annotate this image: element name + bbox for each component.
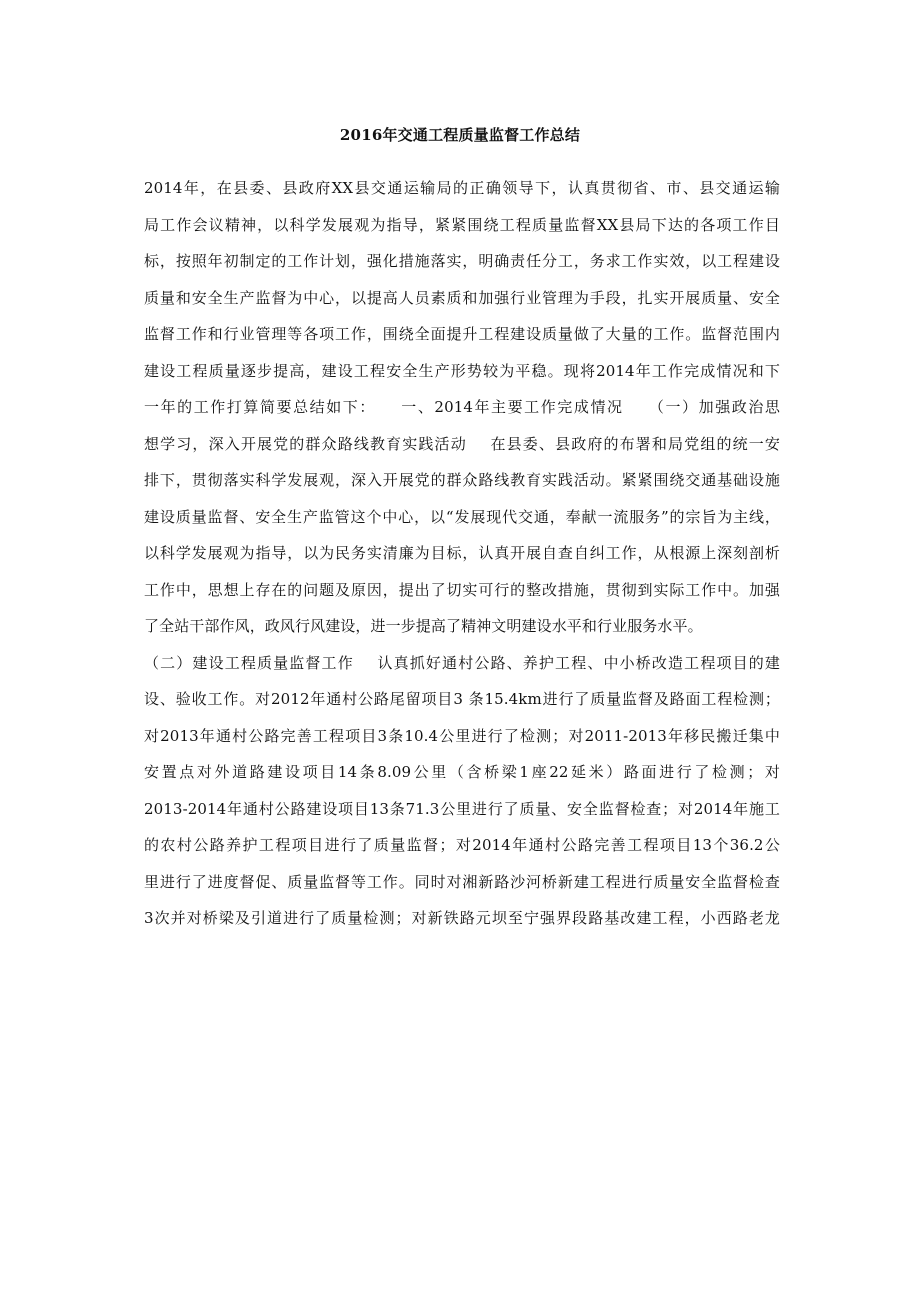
document-title: 2016年交通工程质量监督工作总结 <box>339 126 581 144</box>
body-line: 对2013年通村公路完善工程项目3条10.4公里进行了检测；对2011-2013年移民搬迁集中 <box>144 726 780 745</box>
body-line: 3次并对桥梁及引道进行了质量检测；对新铁路元坝至宁强界段路基改建工程，小西路老龙 <box>144 909 780 927</box>
body-line: 2013-2014年通村公路建设项目13条71.3公里进行了质量、安全监督检查；对2014年施工 <box>144 799 780 818</box>
body-line: 工作中，思想上存在的问题及原因，提出了切实可行的整改措施，贯彻到实际工作中。加强 <box>144 580 780 599</box>
body-line: 里进行了进度督促、质量监督等工作。同时对湘新路沙河桥新建工程进行质量安全监督检查 <box>144 872 780 891</box>
body-line: 一年的工作打算简要总结如下： 一、2014年主要工作完成情况 （一）加强政治思 <box>144 398 780 416</box>
body-line: 建设工程质量逐步提高，建设工程安全生产形势较为平稳。现将2014年工作完成情况和下 <box>144 361 780 380</box>
body-line: 了全站干部作风，政风行风建设，进一步提高了精神文明建设水平和行业服务水平。 <box>144 617 703 635</box>
body-line: 建设质量监督、安全生产监管这个中心，以“发展现代交通，奉献一流服务”的宗旨为主线， <box>144 507 780 526</box>
body-line: 监督工作和行业管理等各项工作，围绕全面提升工程建设质量做了大量的工作。监督范围内 <box>144 325 780 343</box>
body-line: 想学习，深入开展党的群众路线教育实践活动 在县委、县政府的布署和局党组的统一安 <box>144 434 780 453</box>
body-line: 2014年，在县委、县政府XX县交通运输局的正确领导下，认真贯彻省、市、县交通运输 <box>144 179 780 197</box>
body-line: 设、验收工作。对2012年通村公路尾留项目3 条15.4km进行了质量监督及路面工程检测； <box>144 690 780 708</box>
body-line: （二）建设工程质量监督工作 认真抓好通村公路、养护工程、中小桥改造工程项目的建 <box>144 653 780 672</box>
document-body <box>144 170 780 937</box>
body-line: 质量和安全生产监督为中心，以提高人员素质和加强行业管理为手段，扎实开展质量、安全 <box>144 288 780 307</box>
body-line: 以科学发展观为指导，以为民务实清廉为目标，认真开展自查自纠工作，从根源上深刻剖析 <box>144 544 780 562</box>
body-line: 的农村公路养护工程项目进行了质量监督；对2014年通村公路完善工程项目13个36.2公 <box>144 836 780 854</box>
body-line: 安置点对外道路建设项目14条8.09公里（含桥梁1座22延米）路面进行了检测；对 <box>144 763 780 781</box>
body-line: 排下，贯彻落实科学发展观，深入开展党的群众路线教育实践活动。紧紧围绕交通基础设施 <box>144 471 780 489</box>
body-line: 局工作会议精神，以科学发展观为指导，紧紧围绕工程质量监督XX县局下达的各项工作目 <box>144 215 780 234</box>
body-line: 标，按照年初制定的工作计划，强化措施落实，明确责任分工，务求工作实效，以工程建设 <box>144 252 780 270</box>
